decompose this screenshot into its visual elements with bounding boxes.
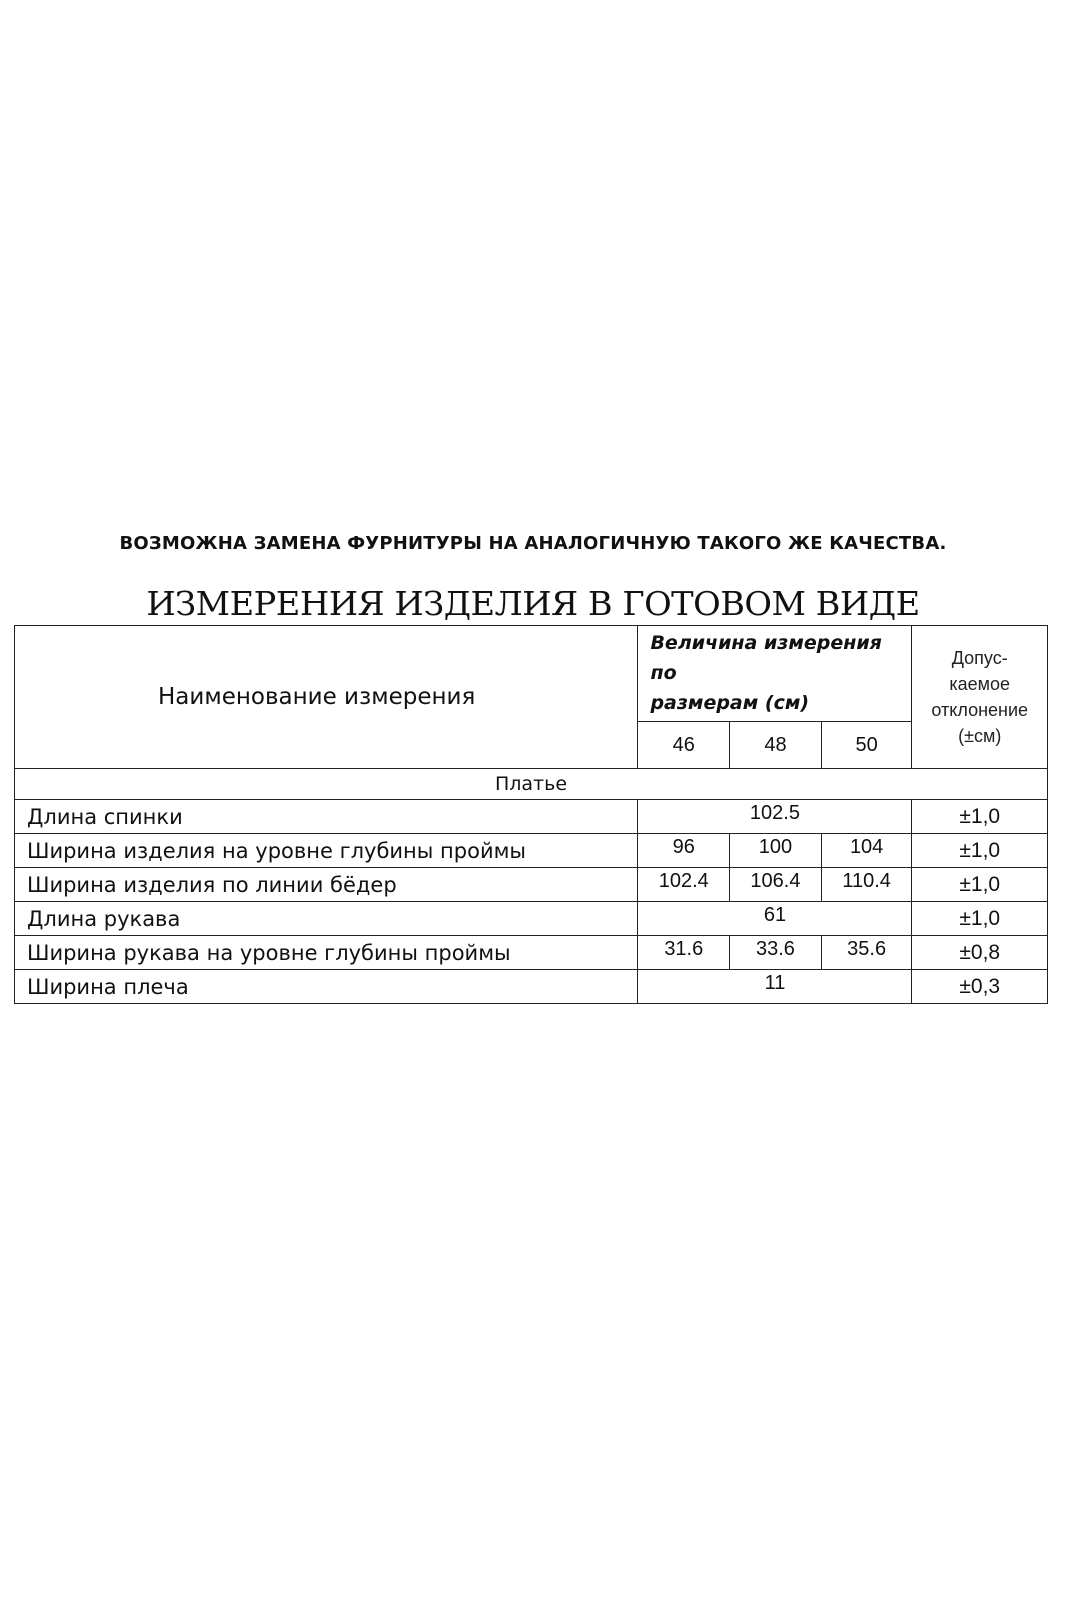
header-tolerance-line1: Допус-	[951, 648, 1008, 668]
row-value-50: 35.6	[821, 936, 912, 970]
row-value-all-sizes: 11	[638, 970, 912, 1004]
row-tolerance: ±1,0	[912, 902, 1048, 936]
measurements-table	[14, 625, 1048, 1004]
row-label: Ширина плеча	[15, 970, 638, 1004]
table-header-row	[15, 626, 1048, 722]
row-label: Ширина изделия на уровне глубины проймы	[15, 834, 638, 868]
row-tolerance: ±1,0	[912, 800, 1048, 834]
table-row	[15, 834, 1048, 868]
row-value-50: 110.4	[821, 868, 912, 902]
row-value-48: 33.6	[730, 936, 822, 970]
header-size-group-line2: размерам (см)	[650, 692, 810, 714]
header-tolerance-line2: каемое	[949, 674, 1011, 694]
row-label: Длина рукава	[15, 902, 638, 936]
header-tolerance-line4: (±см)	[958, 726, 1002, 746]
header-size-48: 48	[730, 722, 822, 769]
row-value-46: 31.6	[638, 936, 730, 970]
table-row	[15, 936, 1048, 970]
row-value-48: 100	[730, 834, 822, 868]
header-tolerance	[912, 626, 1048, 769]
row-value-46: 102.4	[638, 868, 730, 902]
row-label: Длина спинки	[15, 800, 638, 834]
row-value-46: 96	[638, 834, 730, 868]
page-title: ИЗМЕРЕНИЯ ИЗДЕЛИЯ В ГОТОВОМ ВИДЕ	[146, 584, 920, 623]
header-size-46: 46	[638, 722, 730, 769]
row-value-50: 104	[821, 834, 912, 868]
header-size-50: 50	[821, 722, 912, 769]
table-row	[15, 970, 1048, 1004]
table-row	[15, 800, 1048, 834]
row-label: Ширина изделия по линии бёдер	[15, 868, 638, 902]
row-value-all-sizes: 102.5	[638, 800, 912, 834]
row-tolerance: ±1,0	[912, 834, 1048, 868]
row-label: Ширина рукава на уровне глубины проймы	[15, 936, 638, 970]
row-tolerance: ±0,3	[912, 970, 1048, 1004]
fittings-notice: ВОЗМОЖНА ЗАМЕНА ФУРНИТУРЫ НА АНАЛОГИЧНУЮ ТАКОГО ЖЕ КАЧЕСТВА.	[119, 533, 947, 554]
section-row	[15, 769, 1048, 800]
table-row	[15, 868, 1048, 902]
row-value-all-sizes: 61	[638, 902, 912, 936]
table-row	[15, 902, 1048, 936]
header-size-group	[638, 626, 912, 722]
header-measurement-name: Наименование измерения	[15, 626, 638, 769]
header-tolerance-line3: отклонение	[931, 700, 1029, 720]
row-tolerance: ±0,8	[912, 936, 1048, 970]
header-size-group-line1: Величина измерения по	[650, 632, 882, 684]
section-label: Платье	[15, 769, 1048, 800]
row-tolerance: ±1,0	[912, 868, 1048, 902]
row-value-48: 106.4	[730, 868, 822, 902]
